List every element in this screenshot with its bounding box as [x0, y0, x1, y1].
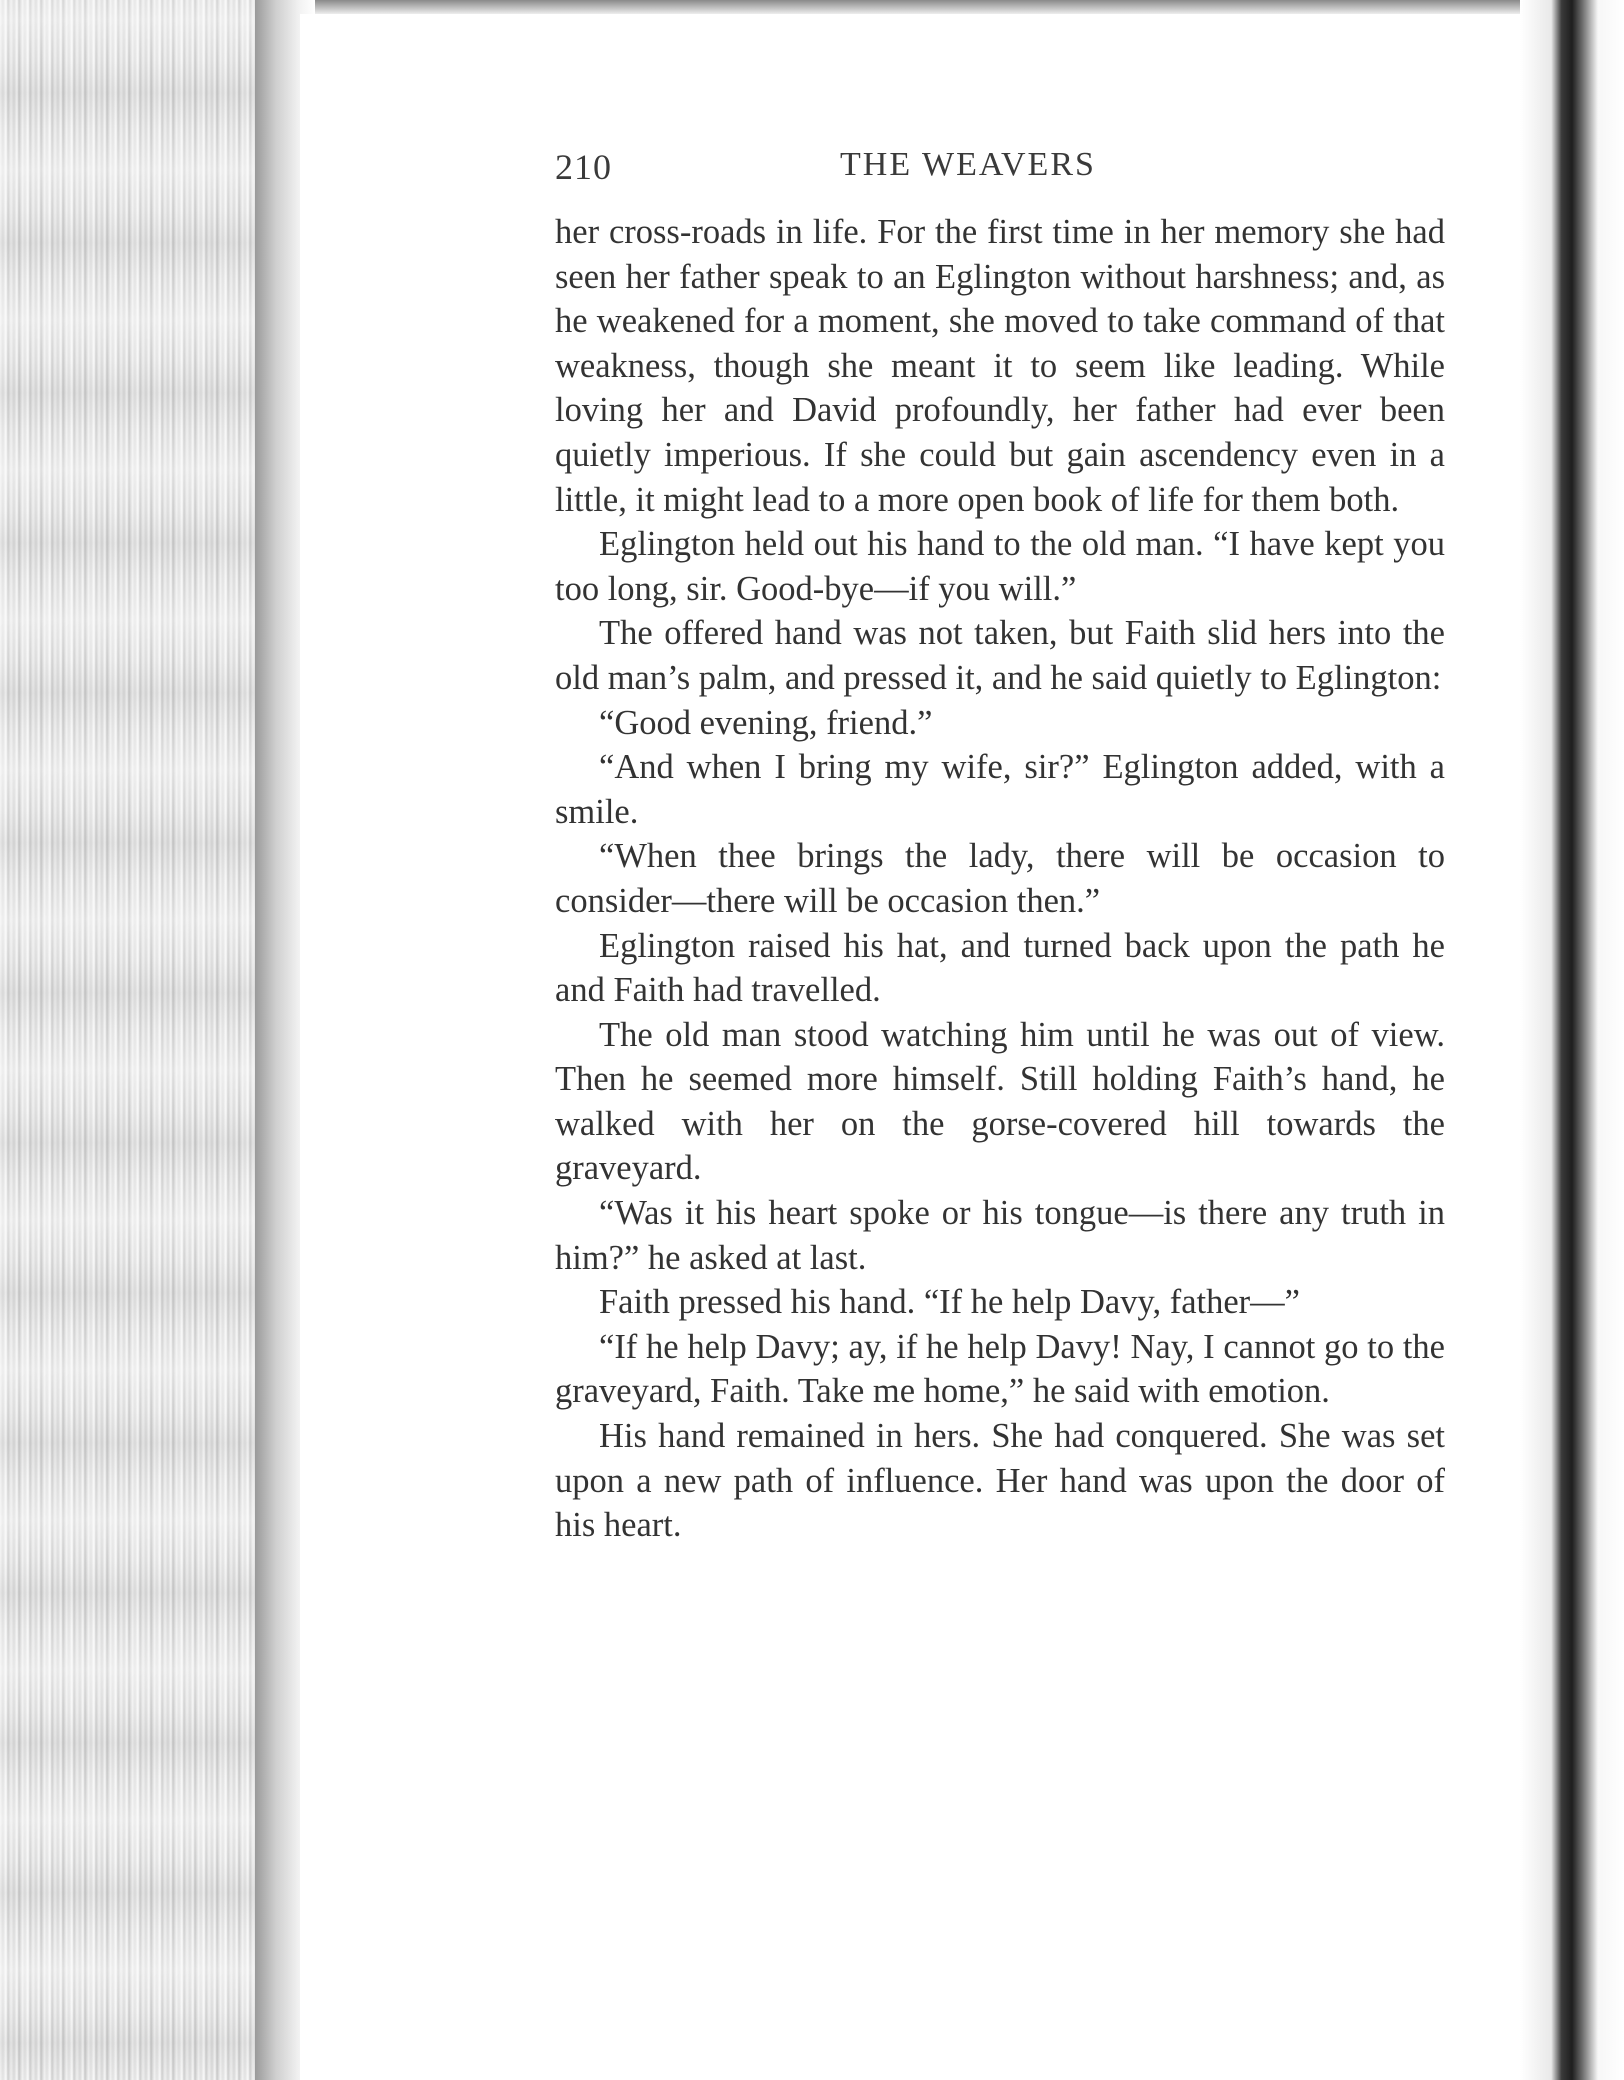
book-spine-edge [1520, 0, 1624, 2080]
book-title: THE WEAVERS [840, 146, 1096, 183]
paragraph: His hand remained in hers. She had conquered. She was set upon a new path of influence. Her hand was upon the door of his heart. [555, 1417, 1445, 1545]
book-page-edges [0, 0, 285, 2080]
page-number: 210 [555, 147, 612, 187]
body-text [555, 210, 1445, 1548]
paragraph: Eglington held out his hand to the old man. “I have kept you too long, sir. Good-bye—if you will.” [555, 525, 1445, 608]
paragraph: “Good evening, friend.” [599, 703, 933, 742]
paragraph: “When thee brings the lady, there will be occasion to consider—there will be occasion then.” [555, 837, 1445, 920]
paragraph: The offered hand was not taken, but Faith slid hers into the old man’s palm, and pressed it, and he said quietly to Eglington: [555, 614, 1445, 697]
paragraph: her cross-roads in life. For the first time in her memory she had seen her father speak to an Eglington without harshness; and, as he weakened for a moment, she moved to take command of that weakness, though she meant it to seem like leading. While loving her and David profoundly, her father had ever been quietly imperious. If she could but gain ascendency even in a little, it might lead to a more open book of life for them both. [555, 213, 1445, 519]
paragraph: “And when I bring my wife, sir?” Eglington added, with a smile. [555, 748, 1445, 831]
paragraph: “If he help Davy; ay, if he help Davy! Nay, I cannot go to the graveyard, Faith. Take me home,” he said with emotion. [555, 1327, 1445, 1411]
paragraph: The old man stood watching him until he was out of view. Then he seemed more himself. Still holding Faith’s hand, he walked with her on the gorse-covered hill towards the graveyard. [555, 1015, 1445, 1188]
paragraph: Eglington raised his hat, and turned back upon the path he and Faith had travelled. [555, 926, 1445, 1010]
paragraph: “Was it his heart spoke or his tongue—is there any truth in him?” he asked at last. [555, 1194, 1445, 1277]
paragraph: Faith pressed his hand. “If he help Davy, father—” [599, 1283, 1300, 1322]
running-head [555, 146, 1155, 194]
